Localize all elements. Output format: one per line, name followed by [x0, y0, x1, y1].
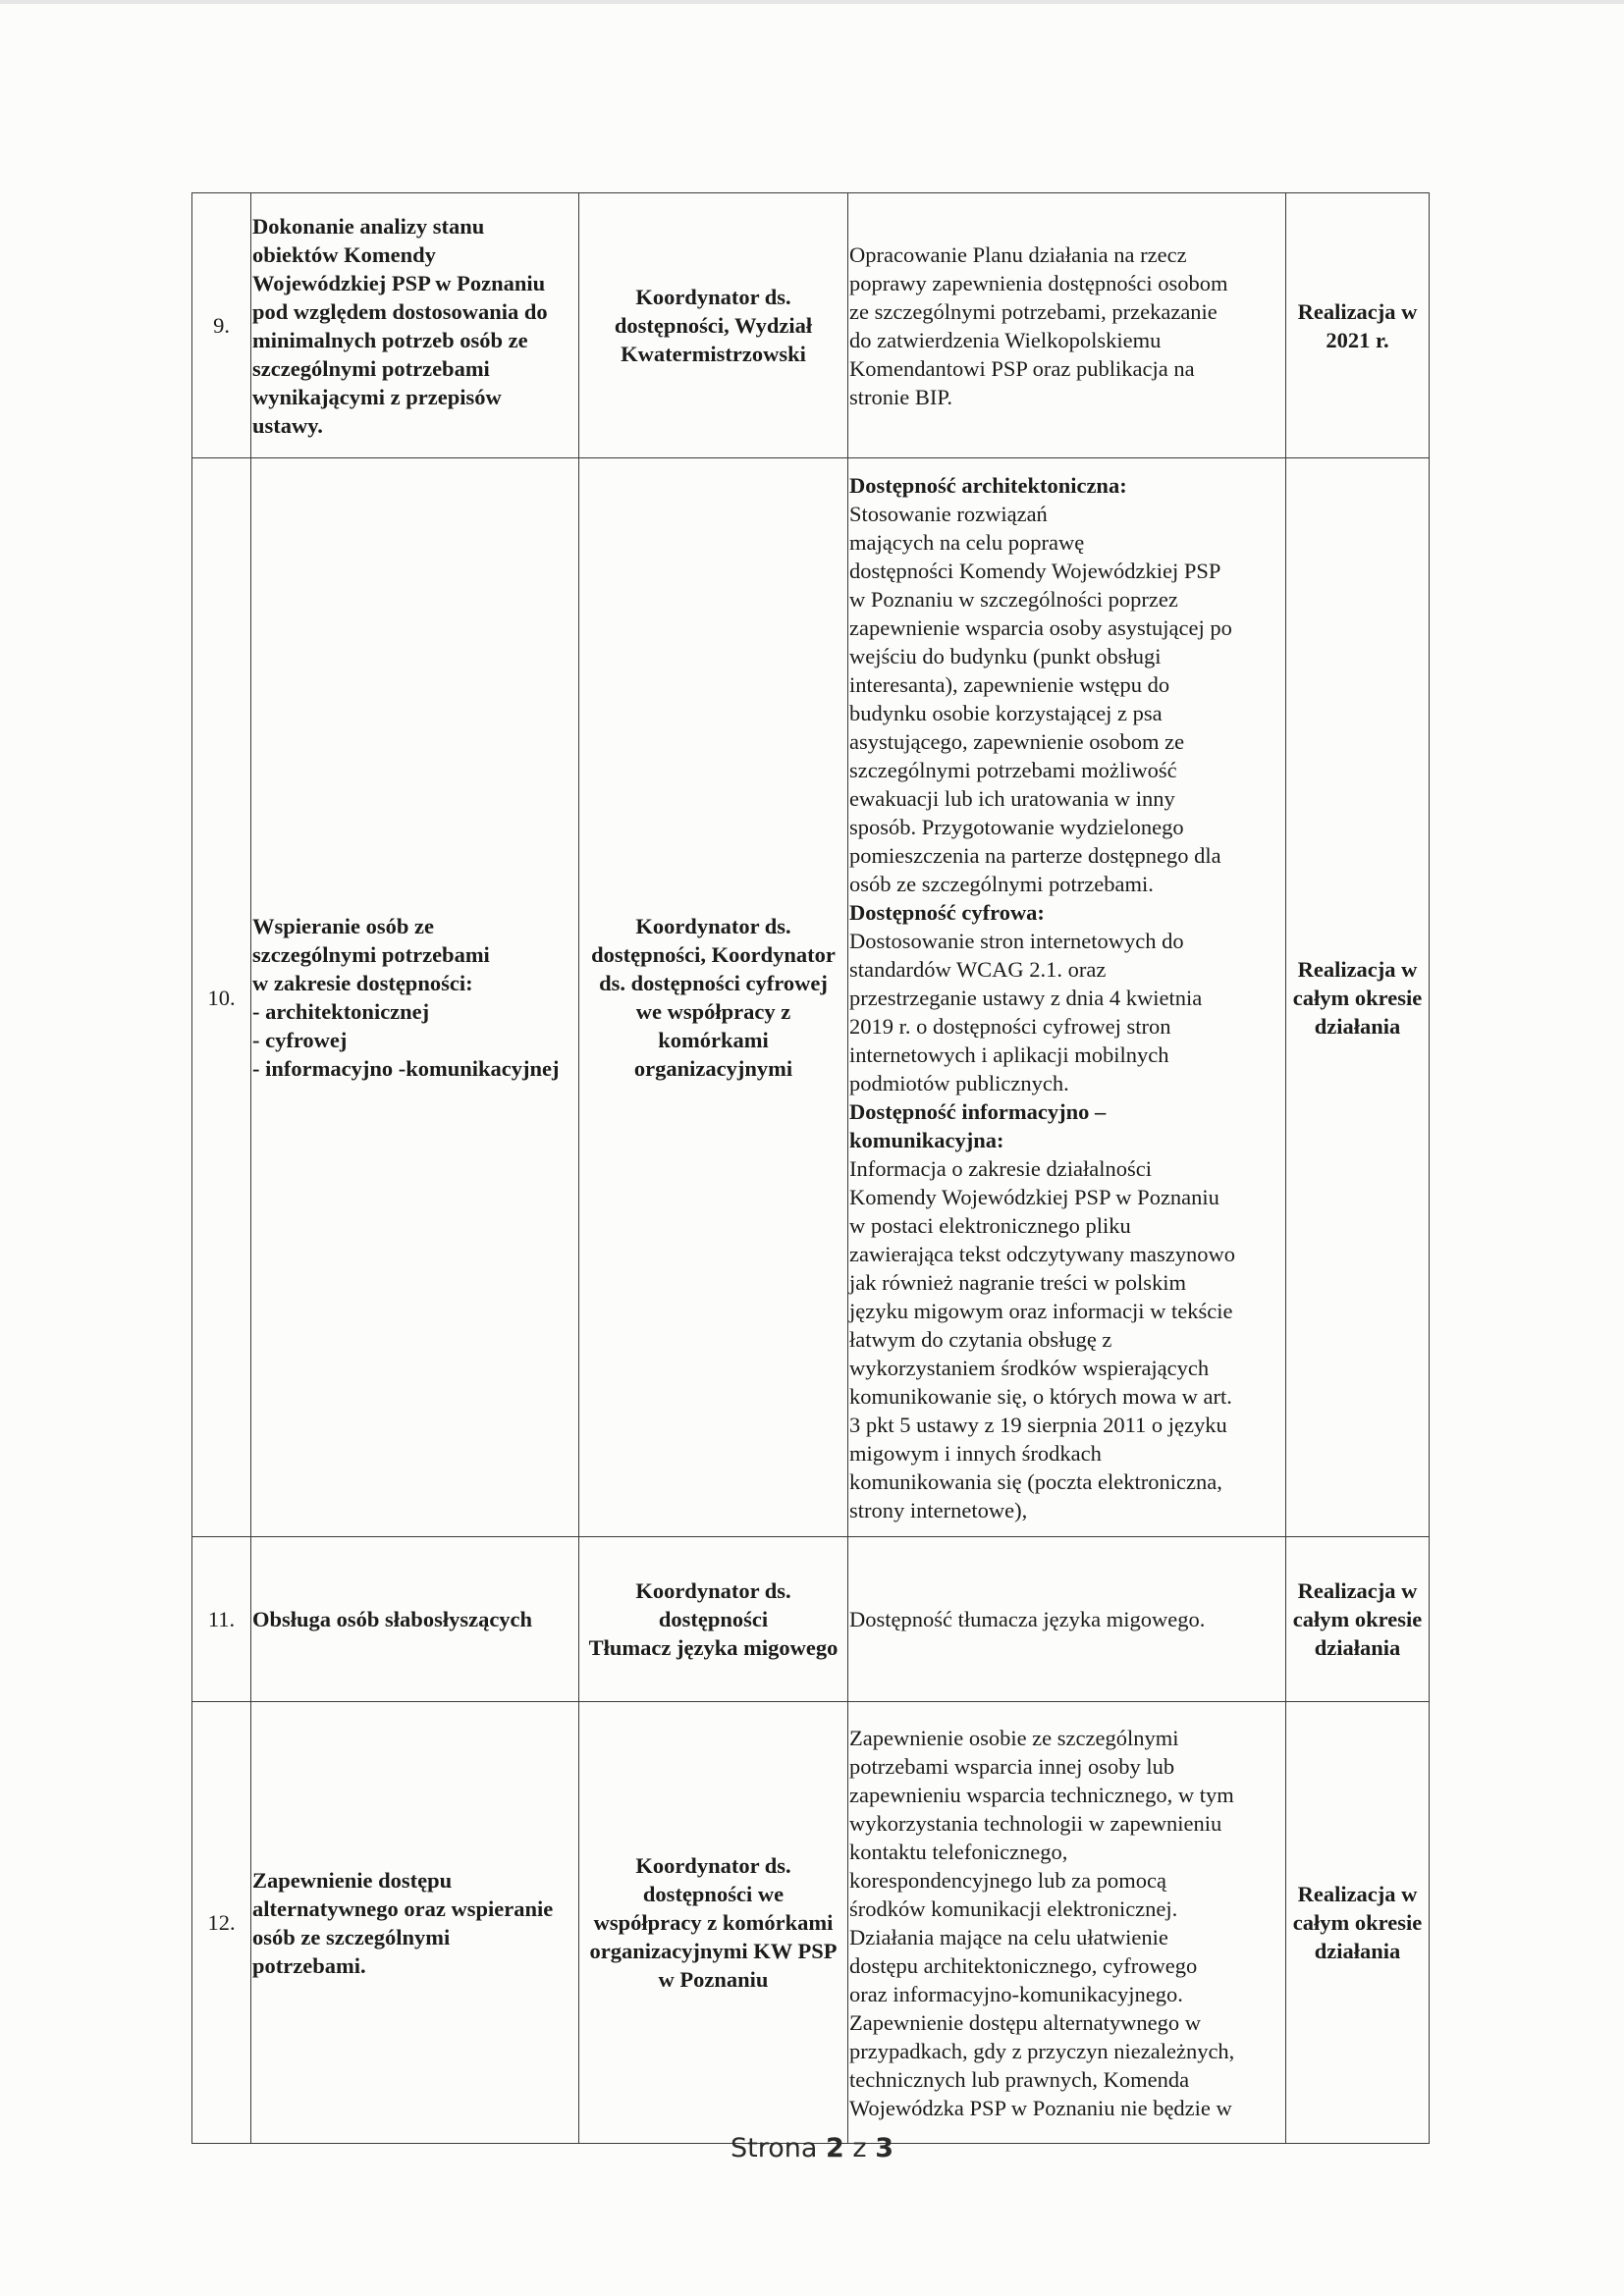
table-row	[192, 1702, 1430, 2144]
effect-cell-line: dostępności Komendy Wojewódzkiej PSP	[849, 558, 1221, 583]
row-number: 12.	[192, 1702, 251, 2144]
footer-label: Strona	[731, 2133, 818, 2163]
effect-cell-line: ze szczególnymi potrzebami, przekazanie	[849, 298, 1218, 324]
responsible-cell-line: komórkami	[658, 1028, 769, 1052]
responsible-cell	[579, 1702, 848, 2144]
effect-cell-line: Dostosowanie stron internetowych do	[849, 928, 1184, 953]
effect-cell-line: pomieszczenia na parterze dostępnego dla	[849, 842, 1221, 868]
deadline-cell-line: Realizacja w	[1297, 1882, 1418, 1906]
effect-cell-line: korespondencyjnego lub za pomocą	[849, 1867, 1167, 1893]
effect-cell-line: łatwym do czytania obsługę z	[849, 1326, 1112, 1352]
deadline-cell	[1286, 1537, 1430, 1702]
effect-cell-line: 2019 r. o dostępności cyfrowej stron	[849, 1013, 1171, 1039]
effect-cell	[848, 193, 1286, 458]
effect-cell-line: zawierająca tekst odczytywany maszynowo	[849, 1241, 1235, 1266]
responsible-cell-line: dostępności we	[642, 1882, 785, 1906]
responsible-cell-line: Kwatermistrzowski	[621, 342, 806, 366]
effect-cell-line: sposób. Przygotowanie wydzielonego	[849, 814, 1184, 839]
responsible-cell	[579, 193, 848, 458]
row-number: 11.	[192, 1537, 251, 1702]
effect-cell-line: technicznych lub prawnych, Komenda	[849, 2066, 1190, 2092]
task-cell-line: - informacyjno -komunikacyjnej	[252, 1056, 560, 1081]
effect-cell-line: potrzebami wsparcia innej osoby lub	[849, 1753, 1175, 1779]
task-cell-line: w zakresie dostępności:	[252, 971, 473, 995]
effect-cell-line: do zatwierdzenia Wielkopolskiemu	[849, 327, 1162, 352]
table-row	[192, 458, 1430, 1537]
task-cell-line: wynikającymi z przepisów	[252, 384, 502, 409]
effect-cell-line: komunikacyjna:	[849, 1127, 1004, 1152]
footer-page-number: 2	[826, 2133, 844, 2163]
table-row	[192, 193, 1430, 458]
effect-cell-line: wykorzystania technologii w zapewnieniu	[849, 1810, 1222, 1836]
effect-cell-line: środków komunikacji elektronicznej.	[849, 1896, 1178, 1921]
effect-cell-line: stronie BIP.	[849, 384, 953, 409]
deadline-cell-line: działania	[1314, 1635, 1401, 1660]
responsible-cell-line: Koordynator ds.	[635, 285, 791, 309]
action-plan-table	[191, 192, 1430, 2144]
responsible-cell-line: Koordynator ds.	[635, 914, 791, 938]
footer-separator: z	[852, 2133, 867, 2163]
effect-cell-line: mających na celu poprawę	[849, 529, 1085, 555]
effect-cell-line: Komendantowi PSP oraz publikacja na	[849, 355, 1195, 381]
effect-cell-line: Zapewnienie dostępu alternatywnego w	[849, 2009, 1202, 2035]
effect-cell-line: interesanta), zapewnienie wstępu do	[849, 671, 1170, 697]
task-cell-line: pod względem dostosowania do	[252, 298, 548, 324]
deadline-cell-line: całym okresie	[1292, 985, 1423, 1010]
deadline-cell-line: Realizacja w	[1297, 298, 1418, 324]
responsible-cell	[579, 1537, 848, 1702]
task-cell	[251, 1702, 579, 2144]
effect-cell-line: podmiotów publicznych.	[849, 1070, 1069, 1095]
responsible-cell-line: dostępności, Wydział	[614, 313, 813, 338]
effect-cell-line: Opracowanie Planu działania na rzecz	[849, 241, 1187, 267]
deadline-cell-line: 2021 r.	[1326, 327, 1389, 352]
responsible-cell-line: w Poznaniu	[658, 1967, 769, 1992]
task-cell-line: Wspieranie osób ze	[252, 914, 434, 938]
effect-cell-line: wejściu do budynku (punkt obsługi	[849, 643, 1162, 668]
task-cell-line: ustawy.	[252, 412, 323, 438]
deadline-cell-line: działania	[1314, 1013, 1401, 1039]
effect-cell-line: zapewnienie wsparcia osoby asystującej po	[849, 614, 1232, 640]
row-number: 9.	[192, 193, 251, 458]
task-cell-line: - cyfrowej	[252, 1028, 348, 1052]
effect-cell-line: Dostępność tłumacza języka migowego.	[849, 1607, 1206, 1631]
task-cell	[251, 1537, 579, 1702]
effect-cell	[848, 458, 1286, 1537]
task-cell-line: potrzebami.	[252, 1952, 366, 1978]
responsible-cell-line: współpracy z komórkami	[593, 1910, 834, 1935]
task-cell-line: alternatywnego oraz wspieranie	[252, 1896, 554, 1921]
row-number: 10.	[192, 458, 251, 1537]
responsible-cell-line: Tłumacz języka migowego	[588, 1635, 839, 1660]
effect-cell-line: Wojewódzka PSP w Poznaniu nie będzie w	[849, 2095, 1232, 2120]
effect-cell-line: ewakuacji lub ich uratowania w inny	[849, 785, 1175, 811]
responsible-cell-line: Koordynator ds.	[635, 1853, 791, 1878]
effect-cell-line: osób ze szczególnymi potrzebami.	[849, 871, 1154, 896]
effect-cell-line: standardów WCAG 2.1. oraz	[849, 956, 1107, 982]
effect-cell-line: przypadkach, gdy z przyczyn niezależnych,	[849, 2038, 1235, 2063]
effect-cell-line: komunikowanie się, o których mowa w art.	[849, 1383, 1232, 1409]
task-cell-line: Obsługa osób słabosłyszących	[252, 1607, 533, 1631]
effect-cell-line: Dostępność informacyjno –	[849, 1098, 1107, 1124]
task-cell-line: osób ze szczególnymi	[252, 1924, 451, 1949]
deadline-cell-line: całym okresie	[1292, 1910, 1423, 1935]
effect-cell-line: Dostępność cyfrowa:	[849, 899, 1045, 925]
effect-cell	[848, 1537, 1286, 1702]
effect-cell-line: oraz informacyjno-komunikacyjnego.	[849, 1981, 1183, 2006]
effect-cell-line: w Poznaniu w szczególności poprzez	[849, 586, 1178, 612]
page-footer	[0, 2133, 1624, 2163]
task-cell-line: szczególnymi potrzebami	[252, 355, 490, 381]
responsible-cell-line: Koordynator ds.	[635, 1578, 791, 1603]
task-cell-line: Wojewódzkiej PSP w Poznaniu	[252, 270, 546, 295]
responsible-cell-line: we współpracy z	[635, 999, 791, 1024]
effect-cell	[848, 1702, 1286, 2144]
effect-cell-line: 3 pkt 5 ustawy z 19 sierpnia 2011 o języku	[849, 1412, 1227, 1437]
effect-cell-line: zapewnieniu wsparcia technicznego, w tym	[849, 1782, 1234, 1807]
effect-cell-line: Zapewnienie osobie ze szczególnymi	[849, 1725, 1179, 1750]
effect-cell-line: w postaci elektronicznego pliku	[849, 1212, 1131, 1238]
task-cell	[251, 193, 579, 458]
effect-cell-line: języku migowym oraz informacji w tekście	[849, 1298, 1233, 1323]
task-cell-line: minimalnych potrzeb osób ze	[252, 327, 528, 352]
deadline-cell-line: całym okresie	[1292, 1607, 1423, 1631]
effect-cell-line: internetowych i aplikacji mobilnych	[849, 1041, 1169, 1067]
effect-cell-line: Informacja o zakresie działalności	[849, 1155, 1152, 1181]
deadline-cell-line: Realizacja w	[1297, 956, 1418, 982]
effect-cell-line: Komendy Wojewódzkiej PSP w Poznaniu	[849, 1184, 1219, 1209]
deadline-cell-line: działania	[1314, 1939, 1401, 1963]
responsible-cell-line: dostępności	[658, 1607, 769, 1631]
task-cell	[251, 458, 579, 1537]
task-cell-line: obiektów Komendy	[252, 241, 436, 267]
effect-cell-line: kontaktu telefonicznego,	[849, 1839, 1068, 1864]
effect-cell-line: przestrzeganie ustawy z dnia 4 kwietnia	[849, 985, 1203, 1010]
effect-cell-line: budynku osobie korzystającej z psa	[849, 700, 1163, 725]
effect-cell-line: dostępu architektonicznego, cyfrowego	[849, 1952, 1198, 1978]
responsible-cell-line: ds. dostępności cyfrowej	[599, 971, 828, 995]
effect-cell-line: Dostępność architektoniczna:	[849, 472, 1127, 498]
task-cell-line: - architektonicznej	[252, 999, 430, 1024]
responsible-cell-line: dostępności, Koordynator	[591, 942, 836, 967]
deadline-cell	[1286, 193, 1430, 458]
responsible-cell-line: organizacyjnymi KW PSP	[589, 1939, 838, 1963]
effect-cell-line: asystującego, zapewnienie osobom ze	[849, 728, 1185, 754]
effect-cell-line: komunikowania się (poczta elektroniczna,	[849, 1468, 1222, 1494]
effect-cell-line: migowym i innych środkach	[849, 1440, 1102, 1466]
task-cell-line: Zapewnienie dostępu	[252, 1867, 453, 1893]
effect-cell-line: szczególnymi potrzebami możliwość	[849, 757, 1177, 782]
effect-cell-line: poprawy zapewnienia dostępności osobom	[849, 270, 1228, 295]
task-cell-line: szczególnymi potrzebami	[252, 942, 490, 967]
scan-edge	[0, 0, 1624, 4]
task-cell-line: Dokonanie analizy stanu	[252, 213, 485, 239]
effect-cell-line: strony internetowe),	[849, 1497, 1028, 1522]
deadline-cell	[1286, 458, 1430, 1537]
deadline-cell	[1286, 1702, 1430, 2144]
responsible-cell-line: organizacyjnymi	[633, 1056, 793, 1081]
responsible-cell	[579, 458, 848, 1537]
table-row	[192, 1537, 1430, 1702]
effect-cell-line: jak również nagranie treści w polskim	[849, 1269, 1187, 1295]
action-plan-body	[192, 193, 1430, 2144]
effect-cell-line: Stosowanie rozwiązań	[849, 501, 1048, 526]
deadline-cell-line: Realizacja w	[1297, 1578, 1418, 1603]
effect-cell-line: wykorzystaniem środków wspierających	[849, 1355, 1210, 1380]
effect-cell-line: Działania mające na celu ułatwienie	[849, 1924, 1168, 1949]
footer-total-pages: 3	[875, 2133, 893, 2163]
